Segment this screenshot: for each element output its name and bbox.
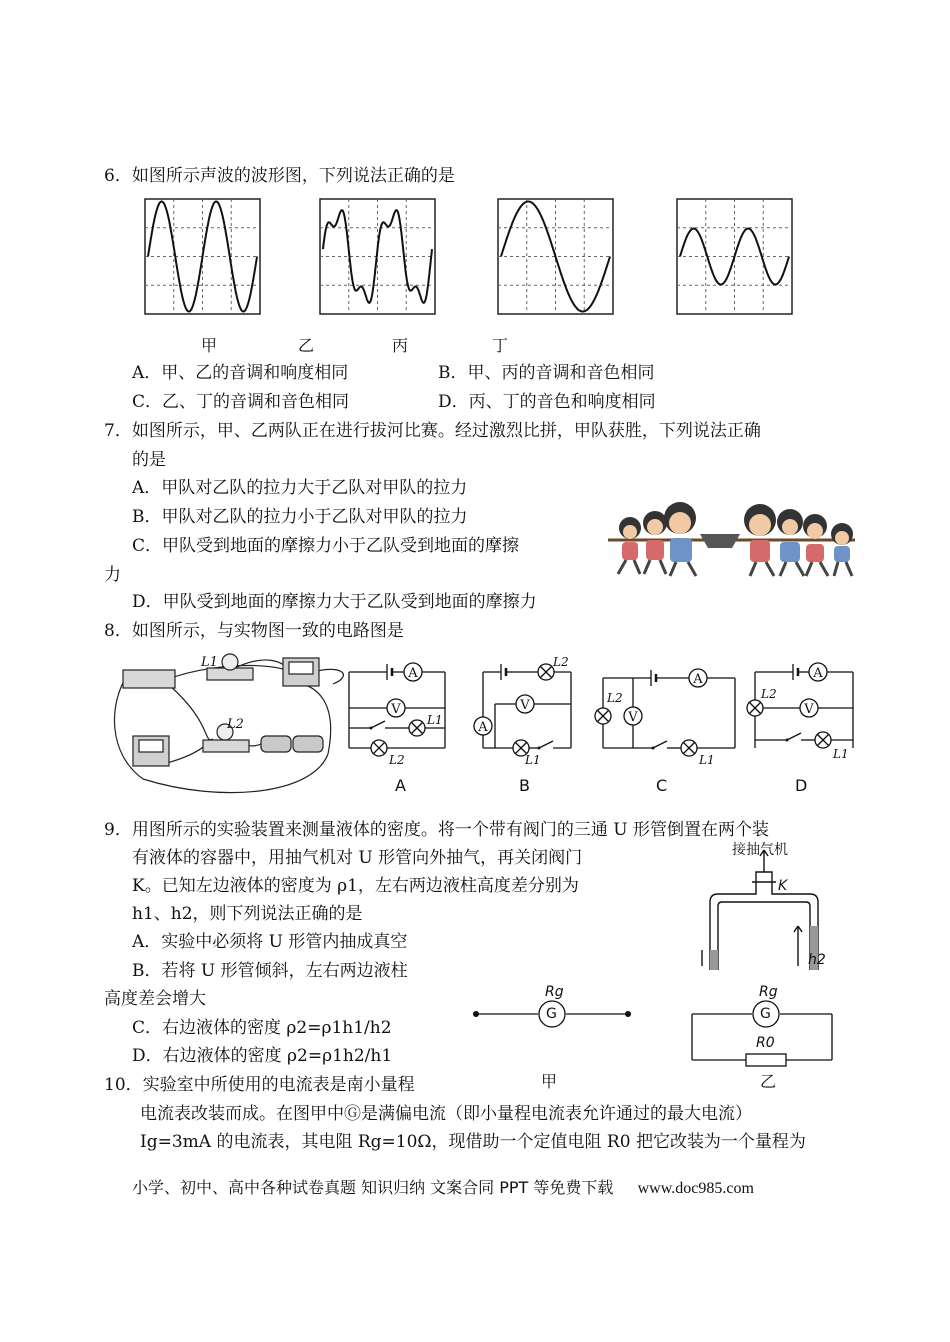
voltmeter-icon-label: V — [804, 702, 814, 717]
g-symbol-jia: G — [546, 1006, 557, 1022]
h2-label: h2 — [808, 952, 826, 968]
q9-stem-line4: h1、h2，则下列说法正确的是 — [132, 904, 363, 924]
switch-node — [538, 747, 541, 750]
footer-promo: 小学、初中、高中各种试卷真题 知识归纳 文案合同 PPT 等免费下载 — [132, 1178, 614, 1197]
q9-stem-line3: K。已知左边液体的密度为 ρ1，左右两边液柱高度差分别为 — [132, 876, 579, 896]
lamp-label: L2 — [389, 753, 405, 767]
q6-option-b: B．甲、丙的音调和音色相同 — [438, 363, 655, 383]
footer-text — [132, 1176, 754, 1201]
ammeter-icon-label: A — [693, 672, 703, 687]
q6-waveform-figure — [140, 194, 820, 324]
lamp-label: L1 — [525, 753, 541, 767]
switch-icon — [539, 741, 553, 748]
q6-label-yi: 乙 — [298, 336, 315, 355]
pump-label: 接抽气机 — [732, 842, 788, 858]
fig-label-jia: 甲 — [541, 1072, 558, 1091]
q6-option-d: D．丙、丁的音色和响度相同 — [438, 392, 656, 412]
q10-galvanometer-figure — [470, 978, 850, 1078]
voltmeter-icon-label: V — [520, 698, 530, 713]
footer-url[interactable]: www.doc985.com — [637, 1180, 754, 1197]
rg-label-yi: Rg — [759, 984, 778, 1000]
r0-label: R0 — [756, 1035, 775, 1051]
q7-option-a: A．甲队对乙队的拉力大于乙队对甲队的拉力 — [132, 478, 468, 498]
q8-label-b: B — [519, 776, 530, 795]
switch-icon — [371, 721, 385, 728]
q9-option-a: A．实验中必须将 U 形管内抽成真空 — [132, 932, 408, 952]
lamp-label: L1 — [427, 713, 443, 727]
tug-of-war-illustration — [600, 490, 860, 582]
q6-label-bing: 丙 — [392, 336, 409, 355]
q8-stem: 8．如图所示，与实物图一致的电路图是 — [104, 621, 404, 641]
ammeter-icon-label: A — [813, 666, 823, 681]
lamp-label: L2 — [607, 691, 623, 705]
q6-stem: 6．如图所示声波的波形图，下列说法正确的是 — [104, 166, 455, 186]
switch-icon — [653, 741, 667, 748]
q6-label-ding: 丁 — [492, 336, 509, 355]
q9-option-b-line1: B．若将 U 形管倾斜，左右两边液柱 — [132, 961, 408, 981]
q7-option-c-line2: 力 — [104, 565, 121, 585]
voltmeter-icon-label: V — [628, 710, 638, 725]
q7-stem-line1: 7．如图所示，甲、乙两队正在进行拔河比赛。经过激烈比拼，甲队获胜，下列说法正确 — [104, 421, 761, 441]
q8-circuit-figure — [103, 644, 859, 796]
g-symbol-yi: G — [760, 1006, 771, 1022]
q9-option-d: D．右边液体的密度 ρ2=ρ1h2/h1 — [132, 1046, 393, 1066]
q6-option-c: C．乙、丁的音调和音色相同 — [132, 392, 350, 412]
q10-line3: Ig=3mA 的电流表，其电阻 Rg=10Ω，现借助一个定值电阻 R0 把它改装为一个量程为 — [140, 1132, 806, 1152]
ammeter-icon-label: A — [478, 720, 488, 735]
q7-option-b: B．甲队对乙队的拉力小于乙队对甲队的拉力 — [132, 507, 468, 527]
q9-stem-line2: 有液体的容器中，用抽气机对 U 形管向外抽气，再关闭阀门 — [132, 848, 583, 868]
lamp-label: L1 — [833, 747, 849, 761]
q10-line2: 电流表改装而成。在图甲中Ⓖ是满偏电流（即小量程电流表允许通过的最大电流） — [140, 1104, 752, 1124]
q7-option-c-line1: C．甲队受到地面的摩擦力小于乙队受到地面的摩擦 — [132, 536, 520, 556]
fig-label-yi: 乙 — [760, 1072, 777, 1091]
q9-stem-line1: 9．用图所示的实验装置来测量液体的密度。将一个带有阀门的三通 U 形管倒置在两个装 — [104, 820, 769, 840]
switch-node — [370, 727, 373, 730]
q8-label-d: D — [795, 776, 808, 795]
q9-option-c: C．右边液体的密度 ρ2=ρ1h1/h2 — [132, 1018, 392, 1038]
q7-stem-line2: 的是 — [132, 450, 166, 470]
switch-icon — [787, 733, 801, 740]
q7-option-d: D．甲队受到地面的摩擦力大于乙队受到地面的摩擦力 — [132, 592, 537, 612]
ammeter-icon-label: A — [408, 666, 418, 681]
rg-label-jia: Rg — [545, 984, 564, 1000]
q6-label-jia: 甲 — [201, 336, 218, 355]
switch-node — [652, 747, 655, 750]
valve-label: K — [778, 878, 788, 894]
voltmeter-icon-label: V — [391, 702, 401, 717]
real-l2-label: L2 — [227, 717, 244, 732]
q8-label-c: C — [656, 776, 668, 795]
q8-label-a: A — [395, 776, 406, 795]
real-l1-label: L1 — [201, 655, 218, 670]
q10-line1: 10．实验室中所使用的电流表是南小量程 — [104, 1075, 415, 1095]
switch-node — [786, 739, 789, 742]
lamp-label: L2 — [761, 687, 777, 701]
lamp-label: L1 — [699, 753, 715, 767]
q6-option-a: A．甲、乙的音调和响度相同 — [132, 363, 349, 383]
lamp-label: L2 — [553, 655, 569, 669]
q9-option-b-line2: 高度差会增大 — [104, 989, 206, 1009]
